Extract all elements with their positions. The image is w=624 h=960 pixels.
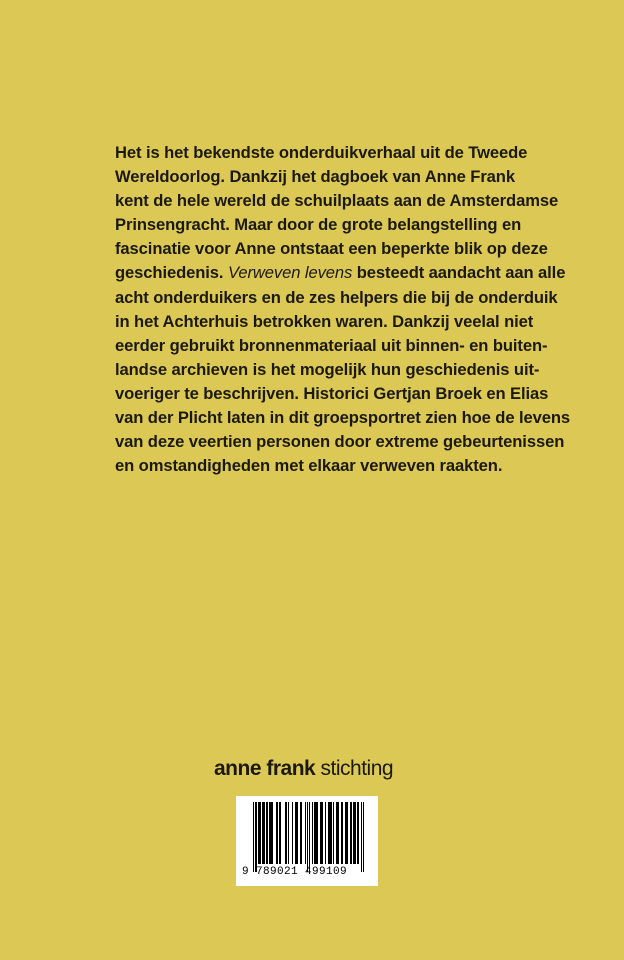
publisher-logo bbox=[214, 757, 393, 781]
blurb-line: Wereldoorlog. Dankzij het dagboek van Anne Frank bbox=[115, 167, 515, 187]
blurb-line: fascinatie voor Anne ontstaat een beperkte blik op deze bbox=[115, 239, 548, 259]
blurb-line: en omstandigheden met elkaar verweven raakten. bbox=[115, 456, 503, 476]
logo-bold-text: anne frank bbox=[214, 757, 316, 780]
blurb-line: van deze veertien personen door extreme gebeurtenissen bbox=[115, 432, 565, 452]
blurb-text: besteedt aandacht aan alle bbox=[352, 263, 566, 283]
isbn-digits: 9 789021 499109 bbox=[242, 866, 348, 878]
blurb-line bbox=[115, 261, 566, 285]
blurb-line: eerder gebruikt bronnenmateriaal uit binnen- en buiten- bbox=[115, 335, 548, 355]
blurb-line: van der Plicht laten in dit groepsportret zien hoe de levens bbox=[115, 408, 571, 428]
blurb-line: landse archieven is het mogelijk hun geschiedenis uit- bbox=[115, 359, 540, 379]
blurb-line: voeriger te beschrijven. Historici Gertjan Broek en Elias bbox=[115, 383, 549, 403]
blurb-line: Prinsengracht. Maar door de grote belangstelling en bbox=[115, 215, 522, 235]
logo-light-text: stichting bbox=[315, 757, 394, 780]
blurb-line: Het is het bekendste onderduikverhaal uit de Tweede bbox=[115, 143, 528, 162]
blurb-line: in het Achterhuis betrokken waren. Dankzij veelal niet bbox=[115, 311, 534, 331]
isbn-barcode bbox=[236, 796, 378, 886]
blurb-text: geschiedenis. bbox=[115, 263, 228, 283]
back-cover-blurb bbox=[115, 141, 571, 478]
blurb-line: acht onderduikers en de zes helpers die bij de onderduik bbox=[115, 287, 558, 307]
barcode-bars bbox=[253, 802, 365, 870]
blurb-line: kent de hele wereld de schuilplaats aan de Amsterdamse bbox=[115, 191, 559, 211]
barcode-bar bbox=[363, 802, 364, 872]
book-title-italic: Verweven levens bbox=[227, 263, 353, 283]
